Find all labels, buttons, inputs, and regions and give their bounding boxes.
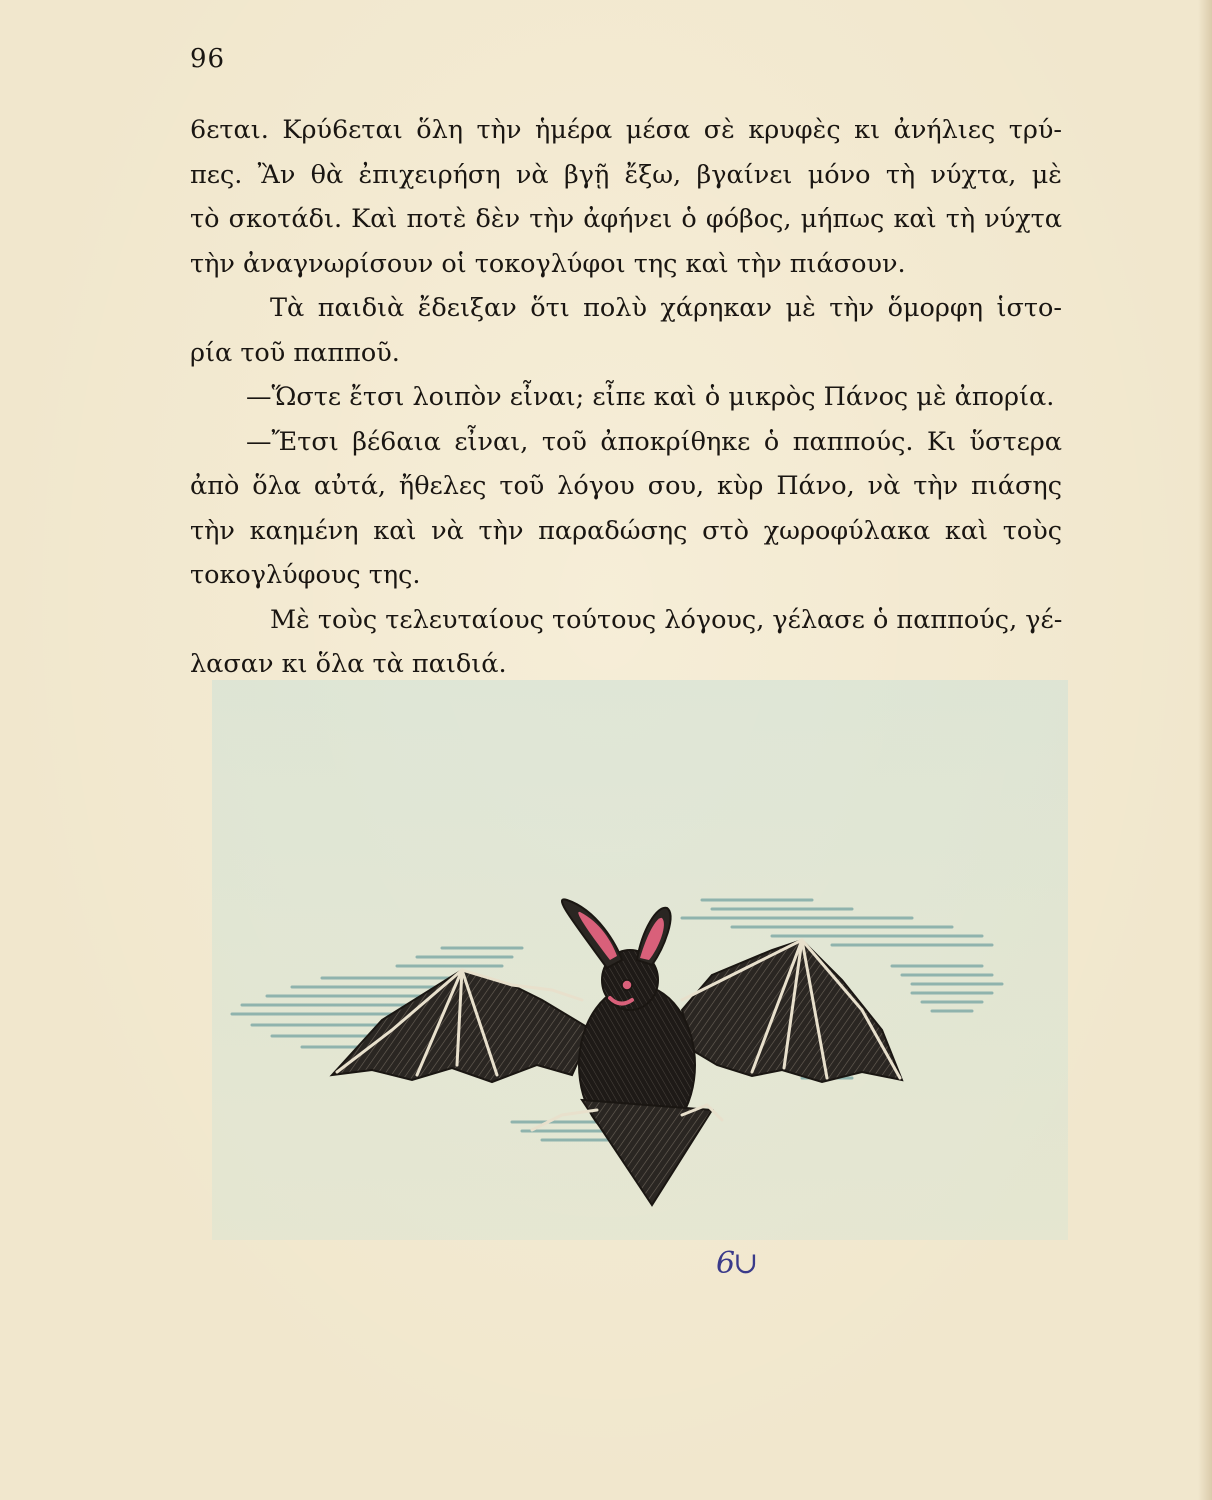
handwritten-note: 6∪ <box>716 1246 757 1281</box>
dialogue-line: —Ὥστε ἔτσι λοιπὸν εἶναι; εἶπε καὶ ὁ μικρὸς Πάνος μὲ ἀπορία. <box>246 382 1055 412</box>
text-line: τὴν καημένη καὶ νὰ τὴν παραδώσης στὸ χωροφύλακα καὶ τοὺς <box>190 515 1062 546</box>
text-line: Τὰ παιδιὰ ἔδειξαν ὅτι πολὺ χάρηκαν μὲ τὴν ὅμορφη ἱστο- <box>270 293 1062 323</box>
text-line: τὸ σκοτάδι. Καὶ ποτὲ δὲν τὴν ἀφήνει ὁ φόβος, μήπως καὶ τὴ νύχτα <box>190 204 1062 234</box>
dialogue-line: —Ἔτσι βέ6αια εἶναι, τοῦ ἀποκρίθηκε ὁ παππούς. Κι ὕστερα <box>246 426 1062 457</box>
page-number: 96 <box>190 44 226 74</box>
tail-membrane <box>582 1100 712 1205</box>
page-edge-shadow <box>1198 0 1212 1500</box>
text-line: Μὲ τοὺς τελευταίους τούτους λόγους, γέλασε ὁ παππούς, γέ- <box>270 604 1063 635</box>
body-text <box>190 108 1062 687</box>
text-line: ἀπὸ ὅλα αὐτά, ἤθελες τοῦ λόγου σου, κὺρ Πάνο, νὰ τὴν πιάσης <box>190 471 1062 501</box>
text-line: πες. Ἂν θὰ ἐπιχειρήση νὰ βγῇ ἔξω, βγαίνει μόνο τὴ νύχτα, μὲ <box>190 159 1062 190</box>
bat-illustration <box>212 860 1068 1220</box>
text-line: τὴν ἀναγνωρίσουν οἱ τοκογλύφοι της καὶ τὴν πιάσουν. <box>190 248 906 279</box>
text-line: λασαν κι ὅλα τὰ παιδιά. <box>190 649 507 679</box>
bat-eye <box>622 980 632 990</box>
text-line: ρία τοῦ παπποῦ. <box>190 337 400 368</box>
text-line: 6εται. Κρύ6εται ὅλη τὴν ἡμέρα μέσα σὲ κρυφὲς κι ἀνήλιες τρύ- <box>190 115 1062 145</box>
text-line: τοκογλύφους της. <box>190 560 421 590</box>
